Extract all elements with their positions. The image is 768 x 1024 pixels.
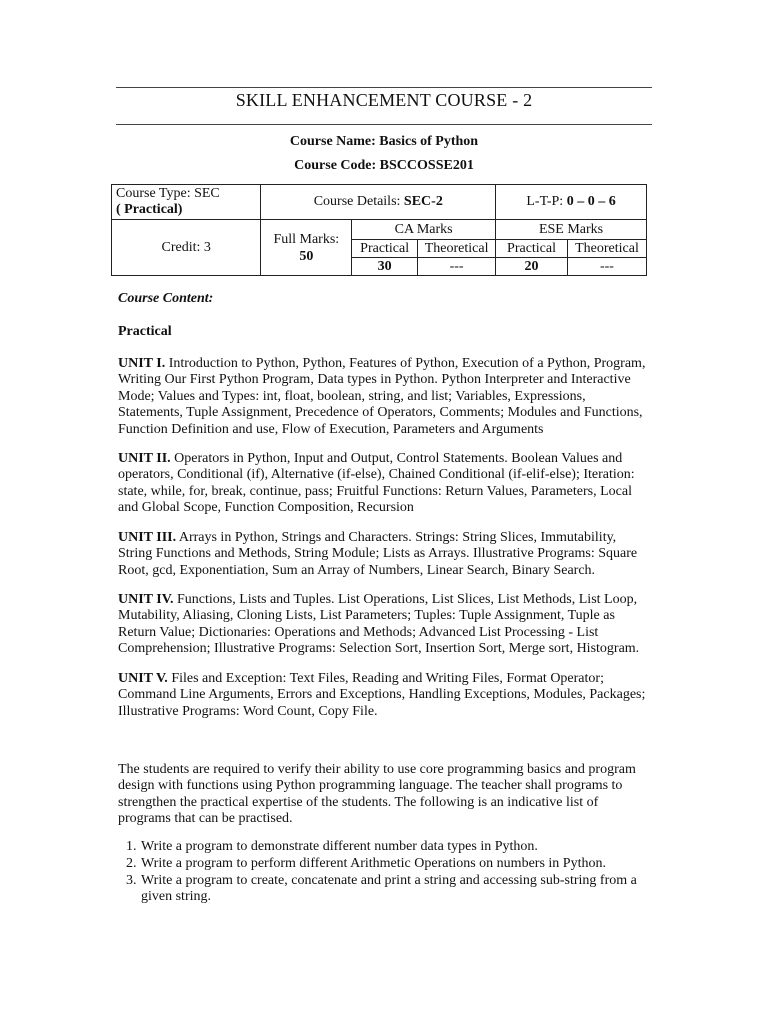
table-row xyxy=(112,220,647,240)
ltp-cell xyxy=(496,185,647,220)
list-item: 2. Write a program to perform different Arithmetic Operations on numbers in Python. xyxy=(140,856,670,873)
ltp-value: 0 – 0 – 6 xyxy=(566,194,616,209)
course-type-cell xyxy=(112,185,261,220)
course-code: Course Code: BSCCOSSE201 xyxy=(294,158,474,173)
ca-practical-header: Practical xyxy=(352,240,418,258)
ca-practical-value: 30 xyxy=(352,258,418,276)
list-item: 3. Write a program to create, concatenate and print a string and accessing sub-string from a given string. xyxy=(140,873,670,907)
ese-practical-value: 20 xyxy=(496,258,568,276)
course-details-label: Course Details: xyxy=(313,194,404,209)
unit-label: UNIT IV. xyxy=(118,592,174,607)
full-marks-label: Full Marks: xyxy=(273,231,340,247)
unit-label: UNIT V. xyxy=(118,671,168,686)
unit-5 xyxy=(118,671,648,720)
unit-4 xyxy=(118,592,648,658)
full-marks-cell xyxy=(261,220,352,276)
ca-theoretical-value: --- xyxy=(418,258,496,276)
ca-theoretical-header: Theoretical xyxy=(418,240,496,258)
full-marks-value: 50 xyxy=(299,248,314,264)
unit-text: Functions, Lists and Tuples. List Operations, List Slices, List Methods, List Loop, Mutability, Aliasing, Cloning Lists, List Parameters; Tuples: Tuple Assignment, Tuple as Return Value; Dictionaries: Operations and Methods; Advanced List Processing - List Comprehension; Illustrative Programs: Selection Sort, Insertion Sort, Merge sort, Histogram. xyxy=(118,592,640,657)
top-rule xyxy=(116,87,652,88)
ese-marks-header: ESE Marks xyxy=(496,220,647,240)
course-content-heading: Course Content: xyxy=(118,291,214,306)
unit-3 xyxy=(118,530,648,579)
ese-theoretical-value: --- xyxy=(567,258,646,276)
course-details-cell xyxy=(261,185,496,220)
practical-heading: Practical xyxy=(118,324,172,339)
ltp-label: L-T-P: xyxy=(526,194,567,209)
unit-1 xyxy=(118,356,648,438)
title-bottom-rule xyxy=(116,124,652,125)
course-type-sub: ( Practical) xyxy=(116,202,183,217)
course-info-table xyxy=(111,184,647,276)
list-item: 1. Write a program to demonstrate different number data types in Python. xyxy=(140,839,670,856)
unit-label: UNIT II. xyxy=(118,451,171,466)
unit-label: UNIT III. xyxy=(118,530,177,545)
unit-text: Introduction to Python, Python, Features of Python, Execution of a Python, Program, Writing Our First Python Program, Data types in Python. Python Interpreter and Interactive Mode; Values and Types: int, float, boolean, string, and list; Variables, Expressions, Statements, Tuple Assignment, Precedence of Operators, Comments; Modules and Functions, Function Definition and use, Flow of Execution, Parameters and Arguments xyxy=(118,356,646,437)
course-name: Course Name: Basics of Python xyxy=(289,134,479,149)
credit-cell: Credit: 3 xyxy=(112,220,261,276)
unit-text: Arrays in Python, Strings and Characters. Strings: String Slices, Immutability, String Functions and Methods, String Module; Lists as Arrays. Illustrative Programs: Square Root, gcd, Exponentiation, Sum an Array of Numbers, Linear Search, Binary Search. xyxy=(118,530,638,578)
ese-theoretical-header: Theoretical xyxy=(567,240,646,258)
unit-2 xyxy=(118,451,648,517)
ca-marks-header: CA Marks xyxy=(352,220,496,240)
unit-text: Operators in Python, Input and Output, Control Statements. Boolean Values and operators, Conditional (if), Alternative (if-else), Chained Conditional (if-elif-else); Iteration: state, while, for, break, continue, pass; Fruitful Functions: Return Values, Parameters, Local and Global Scope, Function Composition, Recursion xyxy=(118,451,635,516)
ese-practical-header: Practical xyxy=(496,240,568,258)
page-title: SKILL ENHANCEMENT COURSE - 2 xyxy=(235,90,533,110)
course-type-label: Course Type: SEC xyxy=(116,186,220,201)
course-details-value: SEC-2 xyxy=(403,194,443,209)
program-list xyxy=(118,839,670,906)
table-row xyxy=(112,185,647,220)
practical-paragraph: The students are required to verify their ability to use core programming basics and program design with functions using Python programming language. The teacher shall programs to strengthen the practical expertise of the students. The following is an indicative list of programs that can be practised. xyxy=(118,762,636,827)
unit-text: Files and Exception: Text Files, Reading and Writing Files, Format Operator; Command Line Arguments, Errors and Exceptions, Handling Exceptions, Modules, Packages; Illustrative Programs: Word Count, Copy File. xyxy=(118,671,646,719)
unit-label: UNIT I. xyxy=(118,356,166,371)
